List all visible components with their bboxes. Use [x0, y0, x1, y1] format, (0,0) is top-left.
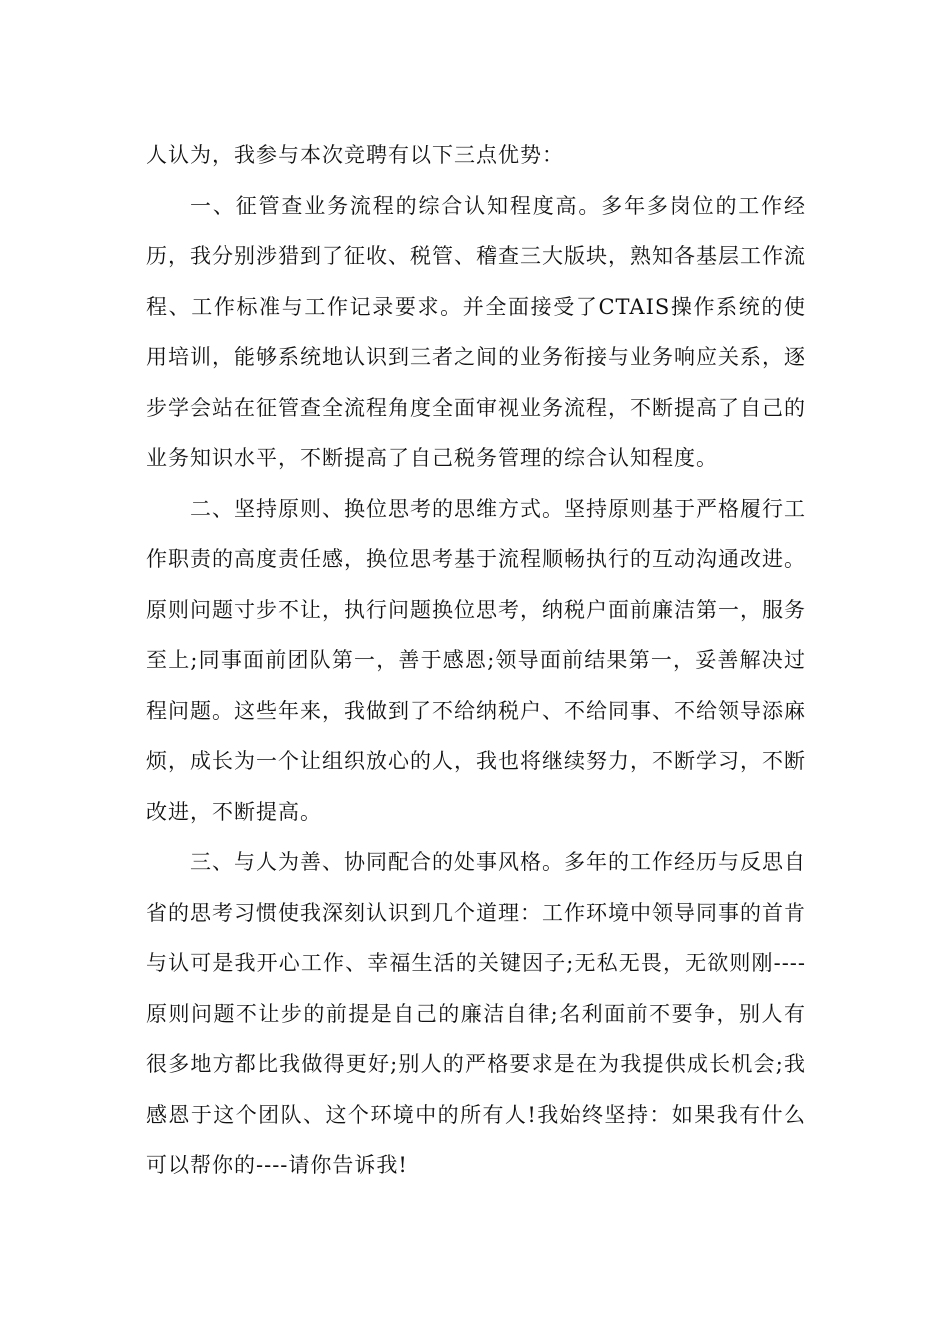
document-body	[146, 130, 806, 1191]
paragraph-advantage-three: 三、与人为善、协同配合的处事风格。多年的工作经历与反思自省的思考习惯使我深刻认识到几个道理：工作环境中领导同事的首肯与认可是我开心工作、幸福生活的关键因子;无私无畏，无欲则刚----原则问题不让步的前提是自己的廉洁自律;名利面前不要争，别人有很多地方都比我做得更好;别人的严格要求是在为我提供成长机会;我感恩于这个团队、这个环境中的所有人!我始终坚持：如果我有什么可以帮你的----请你告诉我!	[146, 850, 806, 1177]
paragraph-advantage-two: 二、坚持原则、换位思考的思维方式。坚持原则基于严格履行工作职责的高度责任感，换位思考基于流程顺畅执行的互动沟通改进。原则问题寸步不让，执行问题换位思考，纳税户面前廉洁第一，服务至上;同事面前团队第一，善于感恩;领导面前结果第一，妥善解决过程问题。这些年来，我做到了不给纳税户、不给同事、不给领导添麻烦，成长为一个让组织放心的人，我也将继续努力，不断学习，不断改进，不断提高。	[146, 496, 806, 824]
paragraph-intro: 人认为，我参与本次竞聘有以下三点优势：	[146, 143, 564, 167]
paragraph-advantage-one: 一、征管查业务流程的综合认知程度高。多年多岗位的工作经历，我分别涉猎到了征收、税管、稽查三大版块，熟知各基层工作流程、工作标准与工作记录要求。并全面接受了CTAIS操作系统的使用培训，能够系统地认识到三者之间的业务衔接与业务响应关系，逐步学会站在征管查全流程角度全面审视业务流程，不断提高了自己的业务知识水平，不断提高了自己税务管理的综合认知程度。	[146, 193, 806, 470]
